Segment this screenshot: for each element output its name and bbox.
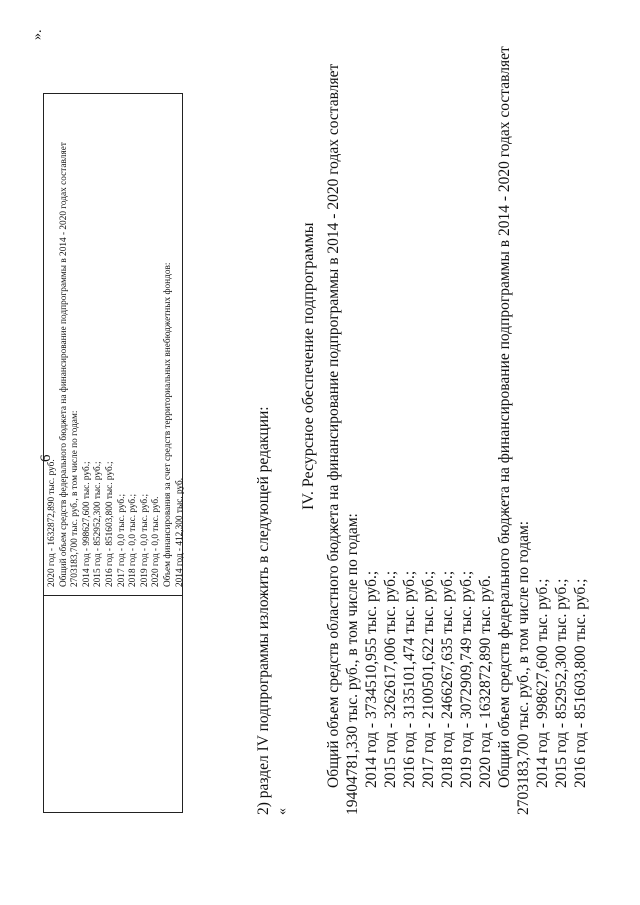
year-line: 2015 год - 852952,300 тыс. руб.; <box>553 578 570 788</box>
section-instruction: 2) раздел IV подпрограммы изложить в следующей редакции: <box>255 406 272 815</box>
closing-quote: ». <box>30 29 45 40</box>
table-line: 2017 год - 0,0 тыс. руб.; <box>116 493 127 587</box>
table-line: 2016 год - 851603,800 тыс. руб.; <box>104 461 115 587</box>
table-line: 2014 год - 412,300 тыс. руб. <box>174 477 185 587</box>
year-line: 2015 год - 3262617,006 тыс. руб.; <box>382 570 399 788</box>
year-line: 2016 год - 3135101,474 тыс. руб.; <box>401 570 418 788</box>
opening-quote: « <box>275 808 290 815</box>
paragraph-line: 2703183,700 тыс. руб., в том числе по годам: <box>515 520 532 815</box>
year-line: 2014 год - 3734510,955 тыс. руб.; <box>363 570 380 788</box>
table-cell-content <box>47 142 186 587</box>
paragraph-line: 19404781,330 тыс. руб., в том числе по годам: <box>344 513 361 815</box>
paragraph-line: Общий объем средств федерального бюджета на финансирование подпрограммы в 2014 - 2020 годах составляет <box>496 46 513 788</box>
page-number: 6 <box>38 454 54 462</box>
table-line: 2020 год - 0,0 тыс. руб. <box>151 496 162 587</box>
year-line: 2018 год - 2466267,635 тыс. руб.; <box>439 570 456 788</box>
year-line: 2014 год - 998627,600 тыс. руб.; <box>534 578 551 788</box>
paragraph-line: Общий объем средств областного бюджета на финансирование подпрограммы в 2014 - 2020 годах составляет <box>325 63 342 788</box>
section-heading: IV. Ресурсное обеспечение подпрограммы <box>300 222 317 510</box>
table-line: 2020 год - 1632872,890 тыс. руб. <box>47 459 57 587</box>
table-line: Объем финансирования за счет средств территориальных внебюджетных фондов: <box>162 262 173 587</box>
funding-table <box>43 93 183 813</box>
table-line: 2015 год - 852952,300 тыс. руб.; <box>93 461 104 587</box>
table-column-divider <box>44 595 182 596</box>
year-line: 2020 год - 1632872,890 тыс. руб. <box>477 575 494 788</box>
table-line: 2703183,700 тыс. руб., в том числе по годам: <box>70 410 81 587</box>
year-line: 2017 год - 2100501,622 тыс. руб.; <box>420 570 437 788</box>
table-line: 2019 год - 0,0 тыс. руб.; <box>139 493 150 587</box>
table-line: Общий объем средств федерального бюджета на финансирование подпрограммы в 2014 - 2020 годах составляет <box>58 142 69 587</box>
year-line: 2019 год - 3072909,749 тыс. руб.; <box>458 570 475 788</box>
table-line: 2014 год - 998627,600 тыс. руб.; <box>81 461 92 587</box>
table-line: 2018 год - 0,0 тыс. руб.; <box>128 493 139 587</box>
year-line: 2016 год - 851603,800 тыс. руб.; <box>572 578 589 788</box>
